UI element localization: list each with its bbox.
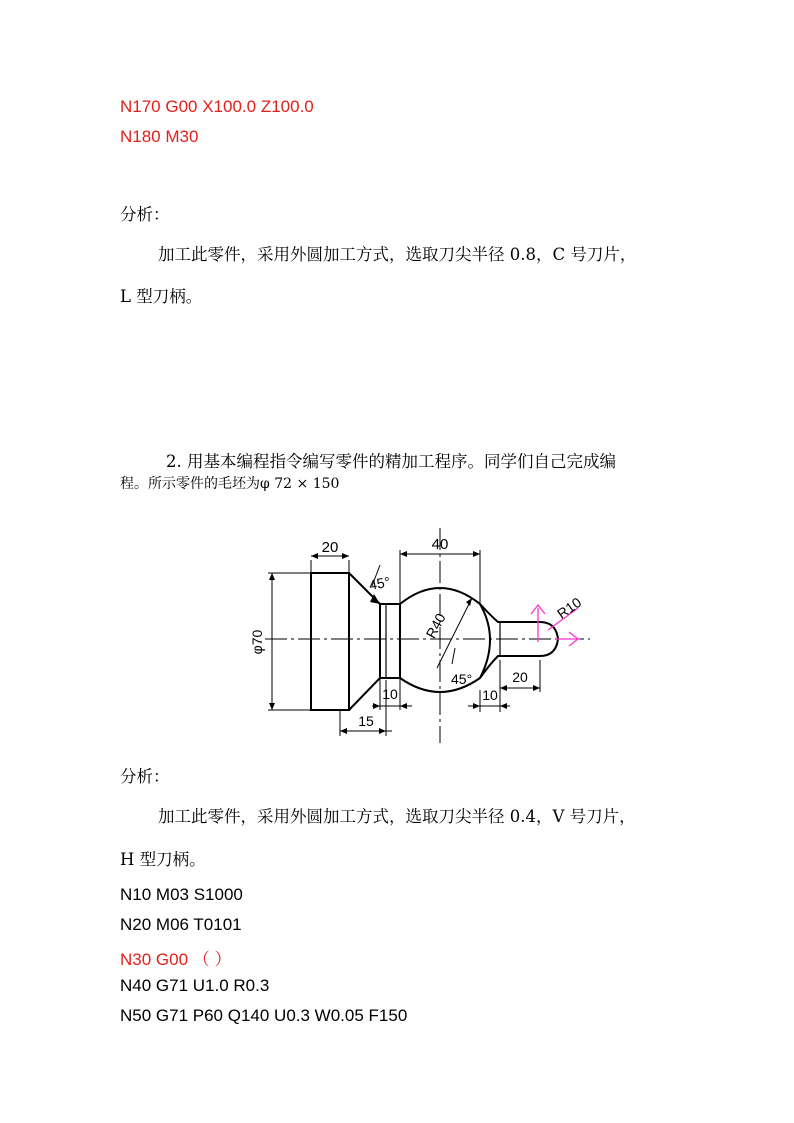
diameter-label: φ70 [249,629,265,655]
angle-label: 45° [451,671,473,687]
dimension-label: 20 [321,539,339,556]
task-description: 2. 用基本编程指令编写零件的精加工程序。同学们自己完成编 [166,452,616,471]
dimension-label: 10 [482,687,498,703]
analysis-text-line: 加工此零件，采用外圆加工方式，选取刀尖半径 0.8，C 号刀片， [158,245,637,264]
task-description-blank-size: 程。所示零件的毛坯为φ 72 × 150 [120,476,340,492]
angle-label: 45° [367,573,392,593]
radius-label: R10 [554,593,585,622]
program-line: N40 G71 U1.0 R0.3 [120,976,270,995]
program-line: N50 G71 P60 Q140 U0.3 W0.05 F150 [120,1006,408,1025]
program-line-blank: N30 G00 （ ） [120,950,232,969]
analysis-text-line: 加工此零件，采用外圆加工方式，选取刀尖半径 0.4，V 号刀片， [158,807,636,826]
dimension-label: 10 [382,686,398,702]
analysis-text-line: L 型刀柄。 [120,287,203,306]
dimension-label: 20 [512,669,528,685]
analysis-text-line: H 型刀柄。 [120,850,206,869]
radius-label: R40 [422,610,449,641]
analysis-heading: 分析： [120,767,170,786]
dimension-label: 15 [358,713,374,729]
program-line: N10 M03 S1000 [120,885,243,904]
part-outline [311,573,558,710]
analysis-heading: 分析： [120,205,170,224]
code-line-n180: N180 M30 [120,127,199,146]
program-line: N20 M06 T0101 [120,915,242,934]
dimension-label: 40 [431,536,449,553]
part-drawing [240,528,600,750]
code-line-n170: N170 G00 X100.0 Z100.0 [120,97,314,116]
